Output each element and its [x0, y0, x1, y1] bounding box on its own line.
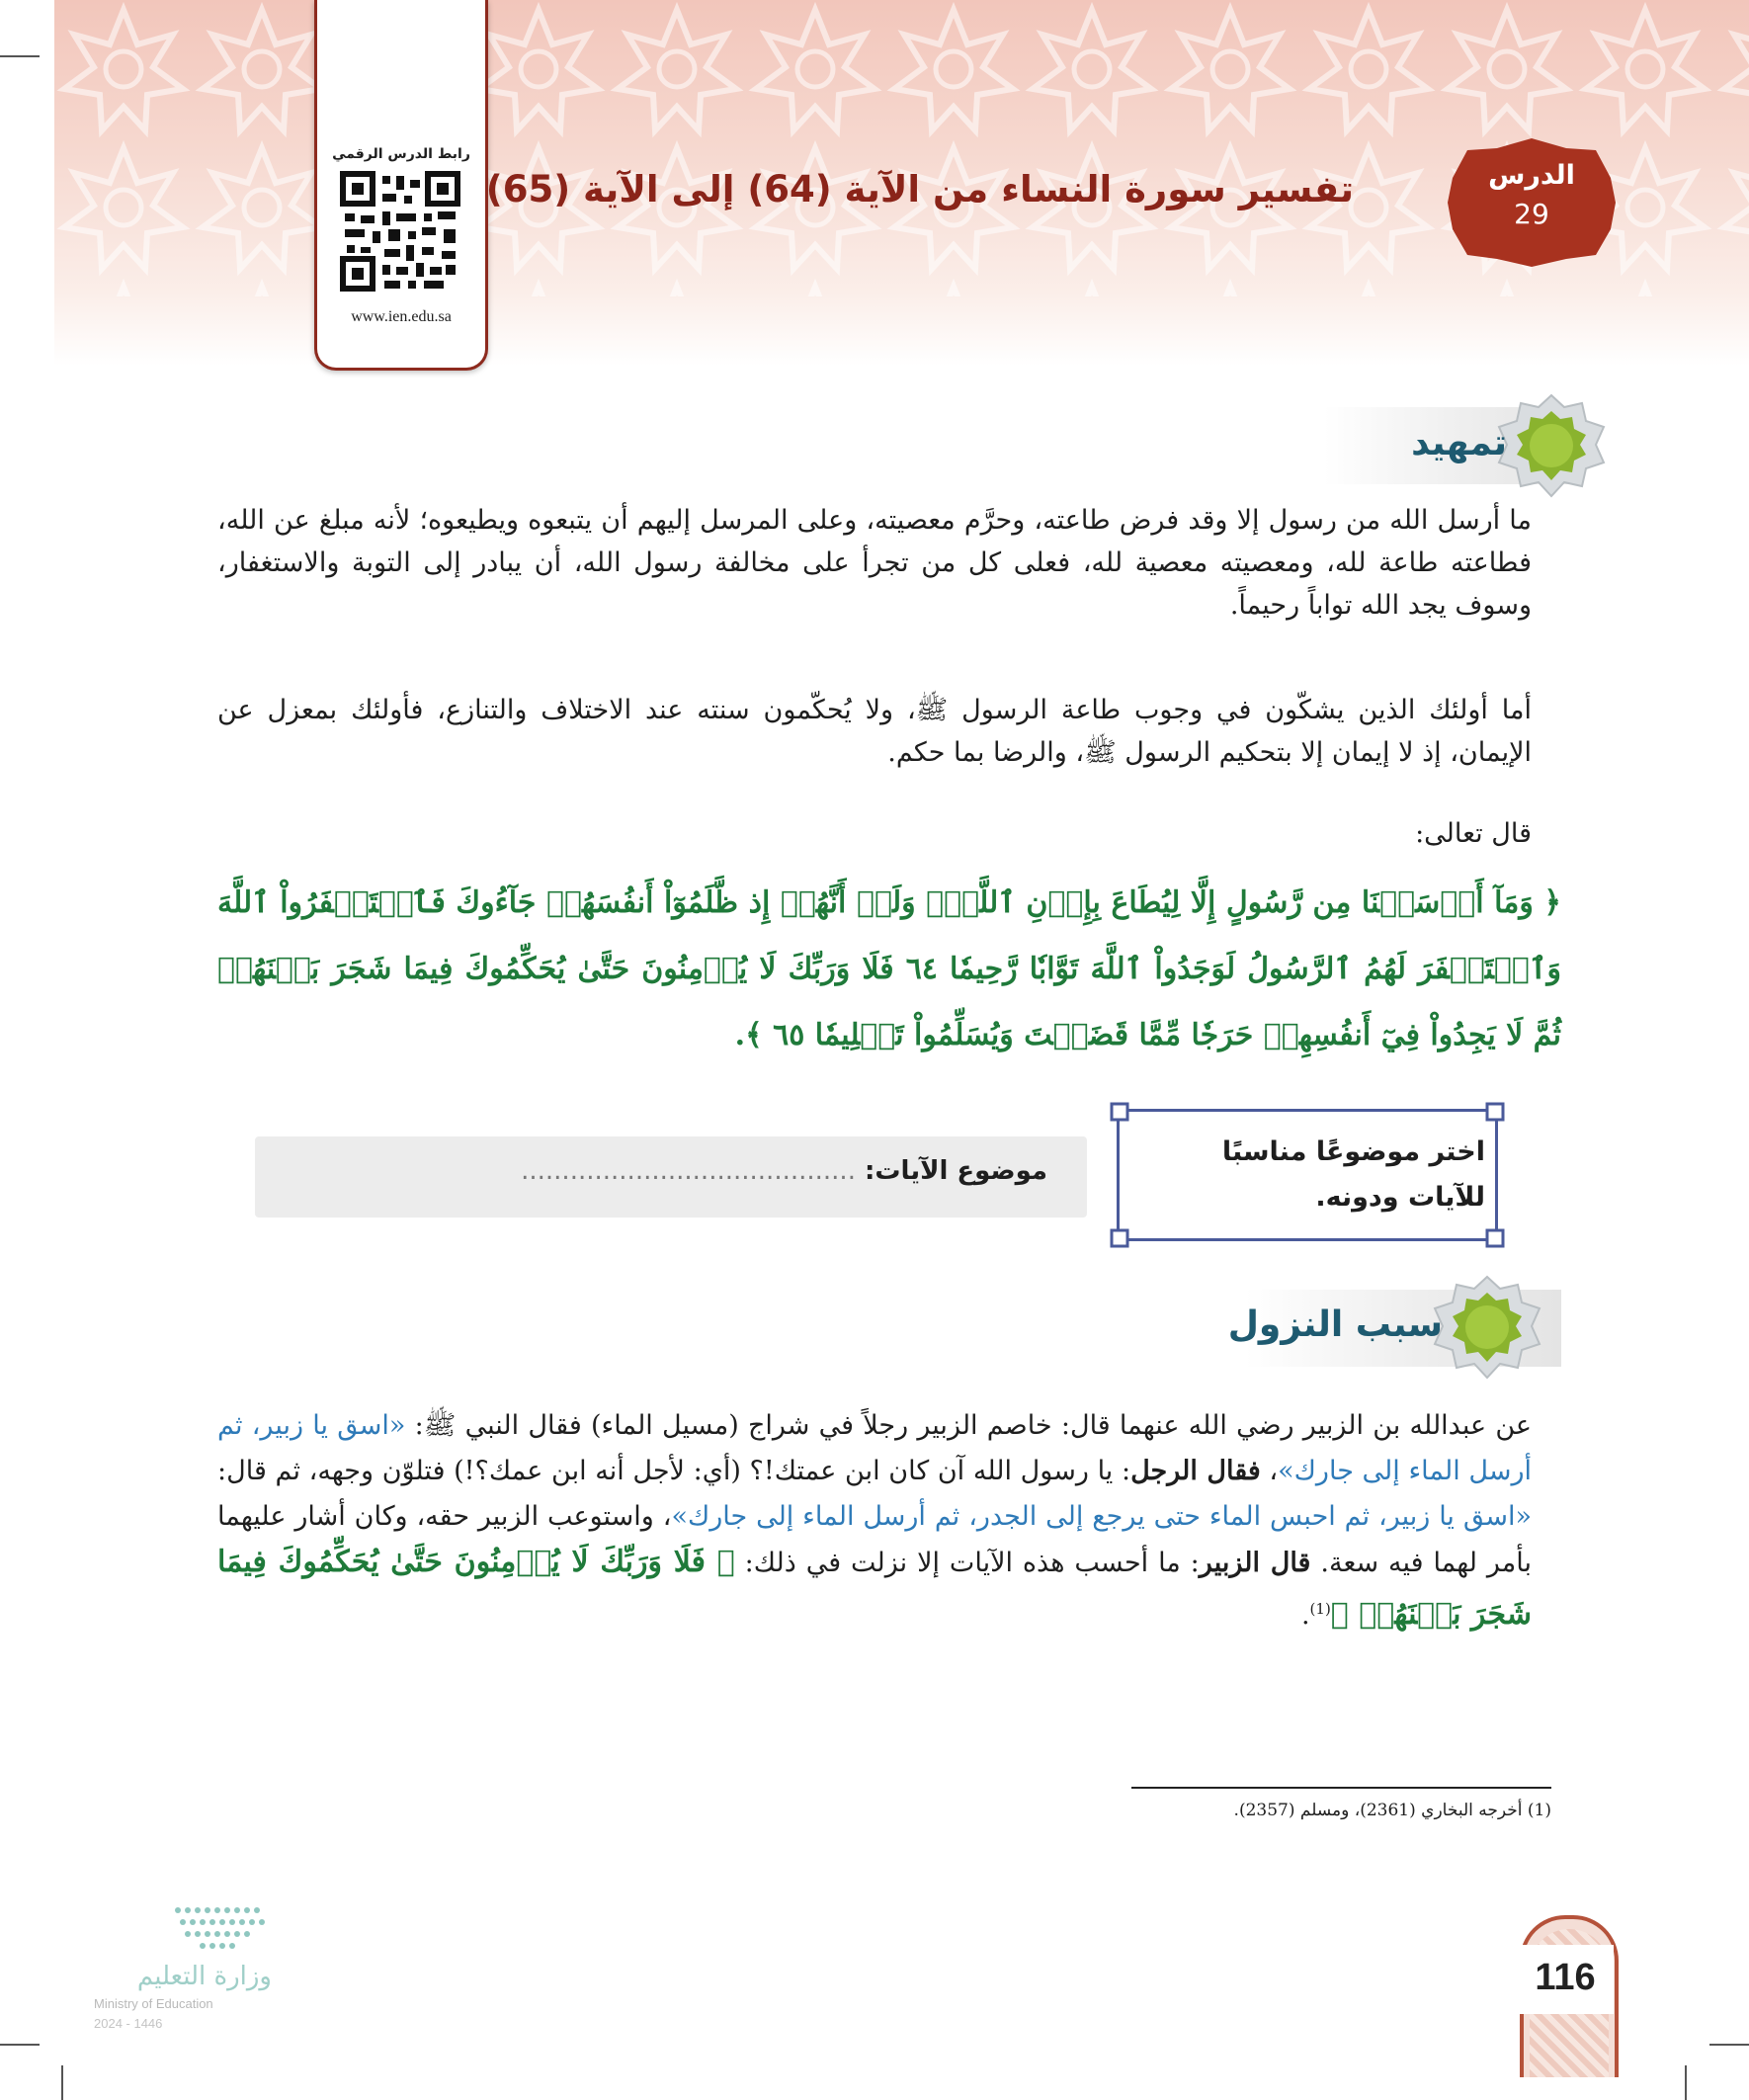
lesson-badge: [1448, 138, 1616, 267]
reason-end: .: [1300, 1600, 1310, 1631]
topic-answer-field[interactable]: [255, 1136, 1087, 1218]
reason-text-4: : ما أحسب هذه الآيات إلا نزلت في ذلك:: [734, 1548, 1200, 1578]
instruction-line-1: اختر موضوعًا مناسبًا: [1221, 1136, 1485, 1167]
ministry-name-en: Ministry of Education: [94, 1996, 213, 2011]
reason-text-2: : يا رسول الله آن كان ابن عمتك!؟ (أي: لأجل أنه ابن عمك؟!) فتلوّن وجهه، ثم قال:: [217, 1456, 1131, 1486]
crop-mark: [1685, 2065, 1687, 2100]
intro-paragraph-2: أما أولئك الذين يشكّون في وجوب طاعة الرسول ﷺ، ولا يُحكّمون سنته عند الاختلاف والتنازع، فأولئك بمعزل عن الإيمان، إذ لا إيمان إلا بتحكيم الرسول ﷺ، والرضا بما حكم.: [217, 695, 1532, 768]
footnote-divider: [1131, 1787, 1551, 1789]
quran-verse-64-65: ﴿ وَمَآ أَرۡسَلۡنَا مِن رَّسُولٍ إِلَّا لِيُطَاعَ بِإِذۡنِ ٱللَّهِۚ وَلَوۡ أَنَّهُمۡ إِذ ظَّلَمُوٓاْ أَنفُسَهُمۡ جَآءُوكَ فَٱسۡتَغۡفَرُواْ ٱللَّهَ وَٱسۡتَغۡفَرَ لَهُمُ ٱلرَّسُولُ لَوَجَدُواْ ٱللَّهَ تَوَّابٗا رَّحِيمٗا ٦٤ فَلَا وَرَبِّكَ لَا يُؤۡمِنُونَ حَتَّىٰ يُحَكِّمُوكَ فِيمَا شَجَرَ بَيۡنَهُمۡ ثُمَّ لَا يَجِدُواْ فِيٓ أَنفُسِهِمۡ حَرَجٗا مِّمَّا قَضَيۡتَ وَيُسَلِّمُواْ تَسۡلِيمٗا ٦٥ ﴾.: [217, 885, 1561, 1052]
topic-dots: .........................................: [521, 1156, 856, 1186]
ministry-year: 2024 - 1446: [94, 2016, 163, 2031]
prophet-quote-2: «اسق يا زبير، ثم احبس الماء حتى يرجع إلى الجدر، ثم أرسل الماء إلى جارك»: [671, 1501, 1532, 1532]
reason-quran-verse: ﴿ فَلَا وَرَبِّكَ لَا يُؤۡمِنُونَ حَتَّىٰ يُحَكِّمُوكَ فِيمَا شَجَرَ بَيۡنَهُمۡ ﴾: [217, 1545, 1532, 1632]
intro-said: قال تعالى:: [1415, 818, 1532, 849]
prophet-quote-1: «اسق يا زبير، ثم أرسل الماء إلى جارك»: [217, 1410, 1533, 1486]
section-title-reason: سبب النزول: [1227, 1304, 1443, 1345]
zubair-label: قال الزبير: [1199, 1548, 1311, 1578]
topic-label: موضوع الآيات:: [865, 1156, 1047, 1186]
crop-mark: [61, 2065, 63, 2100]
reason-text-1: ،: [1260, 1456, 1279, 1486]
corner-ornament-icon: [1483, 1226, 1507, 1250]
qr-label: رابط الدرس الرقمي: [332, 146, 470, 162]
activity-instruction-box: [1117, 1109, 1498, 1241]
crop-mark: [0, 55, 40, 57]
page-number: 116: [1535, 1957, 1596, 1998]
crop-mark: [1709, 2044, 1749, 2046]
qr-url[interactable]: www.ien.edu.sa: [351, 308, 452, 325]
corner-ornament-icon: [1108, 1100, 1131, 1124]
section-title-intro: تمهيد: [1411, 423, 1507, 463]
crop-mark: [0, 2044, 40, 2046]
activity-instruction: [1120, 1130, 1485, 1220]
reason-paragraph: [217, 1403, 1532, 1638]
corner-ornament-icon: [1108, 1226, 1131, 1250]
corner-ornament-icon: [1483, 1100, 1507, 1124]
lesson-number: 29: [1514, 198, 1549, 230]
footnote-ref[interactable]: (1): [1309, 1600, 1331, 1618]
page-number-box: [1517, 1945, 1614, 2014]
instruction-line-2: للآيات ودونه.: [1315, 1182, 1485, 1213]
man-label: فقال الرجل: [1130, 1456, 1261, 1486]
ministry-logo-icon: [168, 1902, 277, 1954]
page-title: تفسير سورة النساء من الآية (64) إلى الآية (65): [485, 168, 1354, 210]
topic-label-row: [455, 1156, 1047, 1186]
intro-paragraph-1: ما أرسل الله من رسول إلا وقد فرض طاعته، وحرَّم معصيته، وعلى المرسل إليهم أن يتبعوه ويطيعوه؛ لأنه مبلغ عن الله، فطاعته طاعة لله، ومعصيته معصية لله، فعلى كل من تجرأ على مخالفة رسول الله، أن يبادر إلى التوبة والاستغفار، وسوف يجد الله تواباً رحيماً.: [217, 505, 1532, 621]
lesson-label: الدرس: [1488, 160, 1575, 191]
reason-text-3: ، واستوعب الزبير حقه، وكان أشار عليهما بأمر لهما فيه سعة.: [217, 1501, 1532, 1578]
reason-intro-text: عن عبدالله بن الزبير رضي الله عنهما قال: خاصم الزبير رجلاً في شراج (مسيل الماء) فقال النبي ﷺ:: [405, 1410, 1532, 1441]
ministry-name-ar: وزارة التعليم: [136, 1962, 272, 1991]
footnote-text: (1) أخرجه البخاري (2361)، ومسلم (2357).: [1233, 1801, 1551, 1820]
